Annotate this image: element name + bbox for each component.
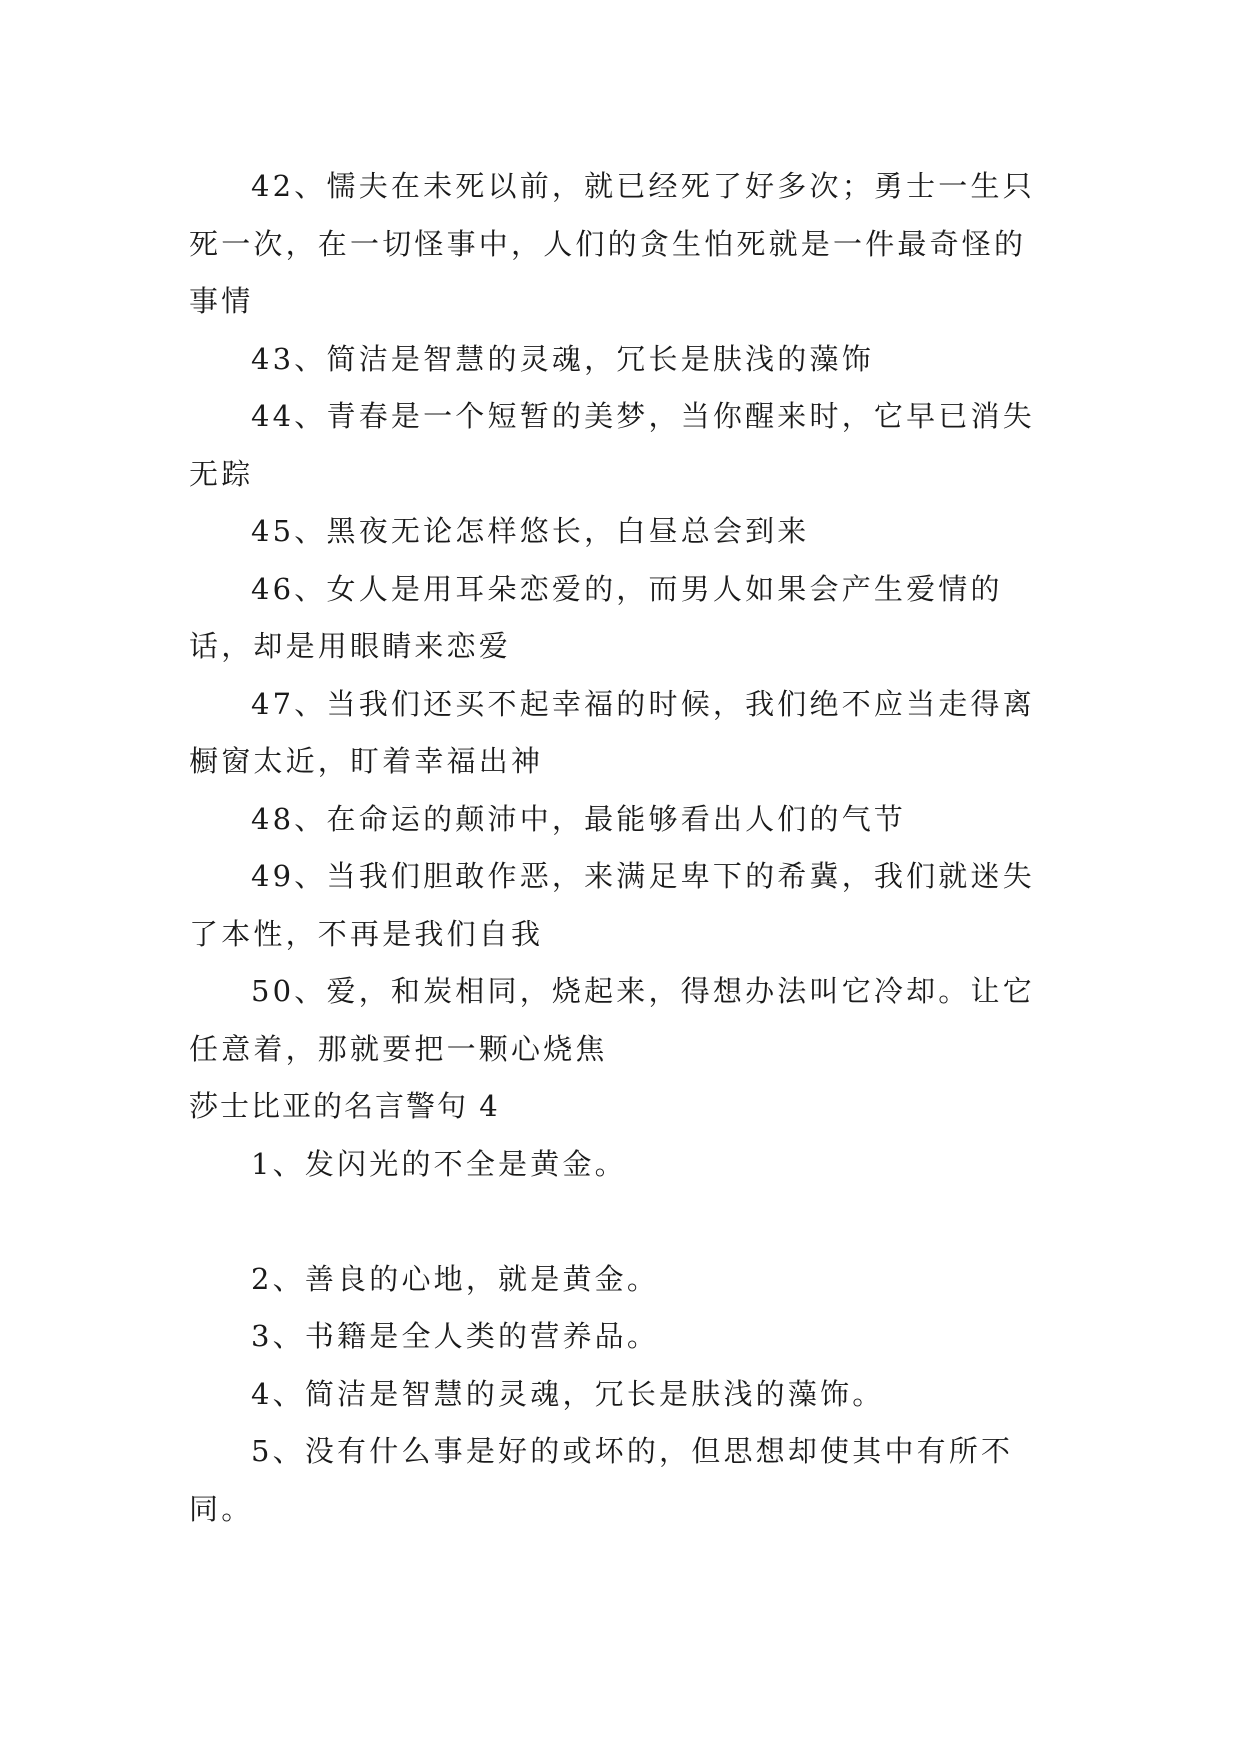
quote-paragraph: 3、书籍是全人类的营养品。 (251, 1319, 660, 1353)
blank-line (189, 1193, 1055, 1251)
quote-paragraph: 1、发闪光的不全是黄金。 (251, 1146, 627, 1181)
quote-paragraph: 2、善良的心地，就是黄金。 (251, 1261, 660, 1296)
quote-paragraph: 45、黑夜无论怎样悠长，白昼总会到来 (251, 514, 810, 548)
quote-paragraph: 5、没有什么事是好的或坏的，但思想却使其中有所不同。 (189, 1434, 1014, 1526)
quote-paragraph: 44、青春是一个短暂的美梦，当你醒来时，它早已消失无踪 (189, 399, 1035, 491)
quote-paragraph: 4、简洁是智慧的灵魂，冗长是肤浅的藻饰。 (251, 1376, 885, 1411)
quote-paragraph: 42、懦夫在未死以前，就已经死了好多次；勇士一生只死一次，在一切怪事中，人们的贪生怕死就是一件最奇怪的事情 (189, 169, 1035, 318)
document-body (189, 158, 1055, 1538)
section-heading: 莎士比亚的名言警句 4 (189, 1089, 500, 1123)
quote-paragraph: 49、当我们胆敢作恶，来满足卑下的希冀，我们就迷失了本性，不再是我们自我 (189, 859, 1035, 951)
quote-paragraph: 47、当我们还买不起幸福的时候，我们绝不应当走得离橱窗太近，盯着幸福出神 (189, 686, 1035, 778)
quote-paragraph: 48、在命运的颠沛中，最能够看出人们的气节 (251, 801, 907, 836)
quote-paragraph: 46、女人是用耳朵恋爱的，而男人如果会产生爱情的话，却是用眼睛来恋爱 (189, 571, 1003, 663)
quote-paragraph: 50、爱，和炭相同，烧起来，得想办法叫它冷却。让它任意着，那就要把一颗心烧焦 (189, 974, 1035, 1066)
quote-paragraph: 43、简洁是智慧的灵魂，冗长是肤浅的藻饰 (251, 341, 874, 376)
